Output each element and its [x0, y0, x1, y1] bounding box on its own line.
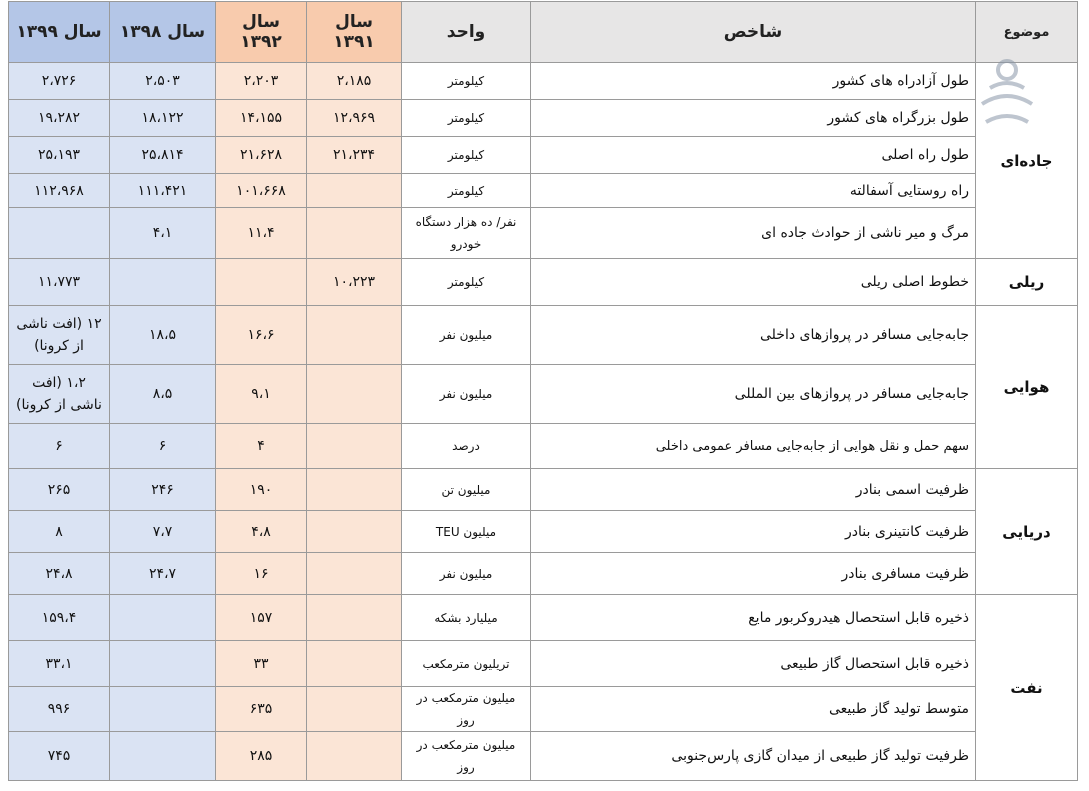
cell-1391	[307, 208, 402, 259]
cell-1392: ۱۶،۶	[216, 306, 307, 365]
cell-1399: ۱۲ (افت ناشی از کرونا)	[9, 306, 110, 365]
cell-1391: ۲،۱۸۵	[307, 63, 402, 100]
cell-1398	[110, 595, 216, 641]
header-subject: موضوع	[976, 2, 1078, 63]
cell-1392: ۱۹۰	[216, 469, 307, 511]
table-row	[9, 511, 1078, 553]
cell-indicator: ظرفیت کانتینری بنادر	[531, 511, 976, 553]
cell-unit: کیلومتر	[402, 137, 531, 174]
cell-1399: ۲۴،۸	[9, 553, 110, 595]
table-row	[9, 63, 1078, 100]
cell-1392: ۶۳۵	[216, 687, 307, 732]
cell-1391	[307, 469, 402, 511]
cell-1399: ۶	[9, 424, 110, 469]
cell-unit: تریلیون مترمکعب	[402, 641, 531, 687]
cell-1398: ۲۴،۷	[110, 553, 216, 595]
header-year-1392: سال ۱۳۹۲	[216, 2, 307, 63]
cell-1392: ۱۴،۱۵۵	[216, 100, 307, 137]
subject-air: هوایی	[976, 306, 1078, 469]
cell-indicator: طول آزادراه های کشور	[531, 63, 976, 100]
table-row	[9, 259, 1078, 306]
cell-indicator: طول بزرگراه های کشور	[531, 100, 976, 137]
cell-1398: ۷،۷	[110, 511, 216, 553]
cell-1398: ۴،۱	[110, 208, 216, 259]
table-row	[9, 174, 1078, 208]
cell-unit: کیلومتر	[402, 259, 531, 306]
cell-1399: ۲۶۵	[9, 469, 110, 511]
cell-indicator: جابه‌جایی مسافر در پروازهای داخلی	[531, 306, 976, 365]
cell-1399: ۲۵،۱۹۳	[9, 137, 110, 174]
cell-indicator: ذخیره قابل استحصال گاز طبیعی	[531, 641, 976, 687]
cell-1392: ۲،۲۰۳	[216, 63, 307, 100]
cell-indicator: راه روستایی آسفالته	[531, 174, 976, 208]
cell-1398: ۲۵،۸۱۴	[110, 137, 216, 174]
cell-unit: کیلومتر	[402, 174, 531, 208]
table-row	[9, 641, 1078, 687]
cell-1399: ۱۵۹،۴	[9, 595, 110, 641]
cell-1398: ۱۱۱،۴۲۱	[110, 174, 216, 208]
cell-1392: ۳۳	[216, 641, 307, 687]
subject-sea: دریایی	[976, 469, 1078, 595]
cell-indicator: ذخیره قابل استحصال هیدروکربور مایع	[531, 595, 976, 641]
cell-unit: میلیون تن	[402, 469, 531, 511]
cell-1398	[110, 732, 216, 781]
cell-1398: ۱۸،۱۲۲	[110, 100, 216, 137]
cell-1399: ۷۴۵	[9, 732, 110, 781]
cell-unit: کیلومتر	[402, 63, 531, 100]
cell-1398: ۲۴۶	[110, 469, 216, 511]
table-row	[9, 595, 1078, 641]
cell-1391: ۱۲،۹۶۹	[307, 100, 402, 137]
cell-1391	[307, 732, 402, 781]
cell-1398	[110, 259, 216, 306]
cell-unit: میلیارد بشکه	[402, 595, 531, 641]
cell-1392: ۴	[216, 424, 307, 469]
cell-1399: ۸	[9, 511, 110, 553]
cell-indicator: ظرفیت مسافری بنادر	[531, 553, 976, 595]
cell-1392: ۴،۸	[216, 511, 307, 553]
cell-1391	[307, 174, 402, 208]
table-row	[9, 208, 1078, 259]
table-row	[9, 732, 1078, 781]
header-indicator: شاخص	[531, 2, 976, 63]
table-row	[9, 469, 1078, 511]
cell-indicator: متوسط تولید گاز طبیعی	[531, 687, 976, 732]
cell-1399: ۱۱،۷۷۳	[9, 259, 110, 306]
cell-1398: ۸،۵	[110, 365, 216, 424]
cell-unit: میلیون مترمکعب در روز	[402, 687, 531, 732]
table-row	[9, 365, 1078, 424]
cell-1398	[110, 641, 216, 687]
cell-unit: نفر/ ده هزار دستگاه خودرو	[402, 208, 531, 259]
cell-1391	[307, 553, 402, 595]
cell-1391	[307, 511, 402, 553]
cell-1398: ۱۸،۵	[110, 306, 216, 365]
cell-unit: میلیون TEU	[402, 511, 531, 553]
cell-unit: کیلومتر	[402, 100, 531, 137]
cell-1392: ۲۸۵	[216, 732, 307, 781]
subject-rail: ریلی	[976, 259, 1078, 306]
cell-1391	[307, 595, 402, 641]
cell-1391	[307, 687, 402, 732]
cell-1398: ۶	[110, 424, 216, 469]
cell-1391: ۲۱،۲۳۴	[307, 137, 402, 174]
cell-indicator: مرگ و میر ناشی از حوادث جاده ای	[531, 208, 976, 259]
cell-1399: ۹۹۶	[9, 687, 110, 732]
cell-indicator: خطوط اصلی ریلی	[531, 259, 976, 306]
cell-1392	[216, 259, 307, 306]
cell-1399	[9, 208, 110, 259]
table-row	[9, 137, 1078, 174]
header-year-1398: سال ۱۳۹۸	[110, 2, 216, 63]
cell-1392: ۹،۱	[216, 365, 307, 424]
cell-1399: ۱،۲ (افت ناشی از کرونا)	[9, 365, 110, 424]
cell-unit: درصد	[402, 424, 531, 469]
cell-1392: ۱۰۱،۶۶۸	[216, 174, 307, 208]
table-row	[9, 306, 1078, 365]
cell-1391	[307, 641, 402, 687]
cell-1392: ۱۵۷	[216, 595, 307, 641]
cell-1392: ۱۱،۴	[216, 208, 307, 259]
cell-indicator: ظرفیت اسمی بنادر	[531, 469, 976, 511]
header-year-1391: سال ۱۳۹۱	[307, 2, 402, 63]
cell-1391	[307, 306, 402, 365]
cell-1392: ۱۶	[216, 553, 307, 595]
cell-1399: ۲،۷۲۶	[9, 63, 110, 100]
cell-unit: میلیون مترمکعب در روز	[402, 732, 531, 781]
cell-unit: میلیون نفر	[402, 553, 531, 595]
cell-unit: میلیون نفر	[402, 306, 531, 365]
table-row	[9, 553, 1078, 595]
header-row	[9, 2, 1078, 63]
cell-indicator: ظرفیت تولید گاز طبیعی از میدان گازی پارس‌جنوبی	[531, 732, 976, 781]
cell-1391: ۱۰،۲۲۳	[307, 259, 402, 306]
cell-indicator: طول راه اصلی	[531, 137, 976, 174]
cell-1399: ۱۱۲،۹۶۸	[9, 174, 110, 208]
header-unit: واحد	[402, 2, 531, 63]
header-year-1399: سال ۱۳۹۹	[9, 2, 110, 63]
table-row	[9, 100, 1078, 137]
cell-1399: ۱۹،۲۸۲	[9, 100, 110, 137]
table-row	[9, 424, 1078, 469]
cell-indicator: سهم حمل و نقل هوایی از جابه‌جایی مسافر عمومی داخلی	[531, 424, 976, 469]
cell-1399: ۳۳،۱	[9, 641, 110, 687]
cell-1392: ۲۱،۶۲۸	[216, 137, 307, 174]
cell-indicator: جابه‌جایی مسافر در پروازهای بین المللی	[531, 365, 976, 424]
cell-1391	[307, 365, 402, 424]
subject-oil: نفت	[976, 595, 1078, 781]
cell-1398	[110, 687, 216, 732]
cell-1391	[307, 424, 402, 469]
cell-1398: ۲،۵۰۳	[110, 63, 216, 100]
cell-unit: میلیون نفر	[402, 365, 531, 424]
statistics-table	[8, 1, 1078, 781]
table-row	[9, 687, 1078, 732]
subject-road: جاده‌ای	[976, 63, 1078, 259]
